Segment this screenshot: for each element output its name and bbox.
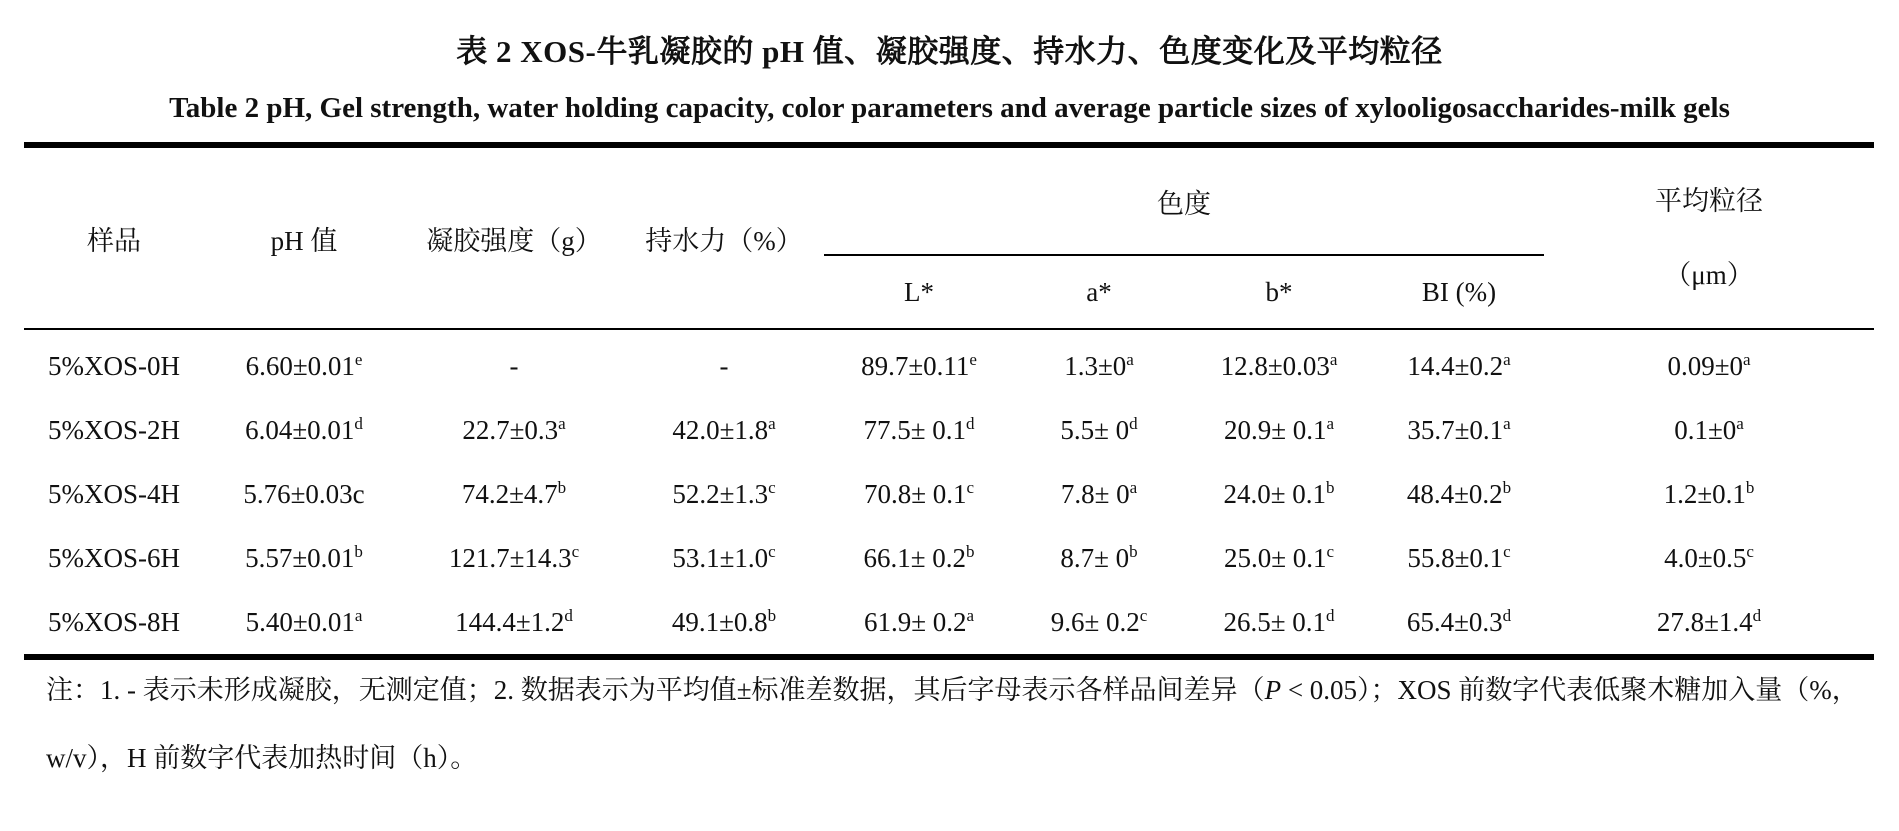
cell-L: 89.7±0.11$^e$: [861, 349, 977, 381]
cell-ph: 5.40±0.01$^a$: [245, 605, 363, 637]
cell-gel-strength: 74.2±4.7$^b$: [461, 477, 567, 509]
cell-particle-size: $0.09\pm 0^a$: [1667, 349, 1751, 381]
cell-particle-size: 1.2±0.1$^b$: [1663, 477, 1755, 509]
cell-b: 12.8±0.03$^a$: [1220, 349, 1338, 381]
cell-b: 24.0± 0.1$^b$: [1223, 477, 1335, 509]
table-row: [24, 398, 1874, 462]
cell-whc: 53.1±1.0$^c$: [672, 541, 776, 573]
cell-BI: 14.4±0.2$^a$: [1407, 349, 1511, 381]
cell-particle-size: $0.1\pm 0^a$: [1674, 413, 1744, 445]
footnote-p-symbol: P: [1264, 675, 1282, 705]
cell-sample: 5%XOS-6H: [48, 542, 180, 573]
header-water-holding-capacity: 持水力（%）: [645, 225, 803, 256]
table-title-english: Table 2 pH, Gel strength, water holding capacity, color parameters and average particle sizes of xylooligosaccharides-milk gels: [169, 92, 1730, 124]
cell-a: 9.6± 0.2$^c$: [1050, 605, 1148, 637]
cell-sample: 5%XOS-0H: [48, 350, 180, 381]
table-footnote: [46, 656, 1866, 792]
header-row-top: [24, 145, 1874, 255]
cell-whc: 42.0±1.8$^a$: [672, 413, 776, 445]
cell-gel-strength: 22.7±0.3$^a$: [462, 413, 566, 445]
cell-BI: 35.7±0.1$^a$: [1407, 413, 1511, 445]
cell-L: 77.5± 0.1$^d$: [863, 413, 975, 445]
cell-a: $5.5\pm 0^d$: [1060, 413, 1138, 445]
header-sample: 样品: [87, 225, 141, 256]
header-color-group: 色度: [824, 145, 1544, 255]
footnote-text-part1: 注：1. - 表示未形成凝胶，无测定值；2. 数据表示为平均值±标准差数据，其后字母表示各样品间差异（: [46, 675, 1265, 705]
table-container: [24, 142, 1874, 660]
cell-ph: 5.57±0.01$^b$: [245, 541, 363, 573]
table-row: [24, 526, 1874, 590]
cell-gel-strength: 144.4±1.2$^d$: [455, 605, 573, 637]
results-table: [24, 142, 1874, 660]
footnote-text-part2: < 0.05）；XOS 前数字代表低聚木糖加入量（%，w/v），H 前数字代表加热时间（h）。: [46, 675, 1859, 773]
cell-BI: 48.4±0.2$^b$: [1406, 477, 1512, 509]
table-title-chinese: 表 2 XOS-牛乳凝胶的 pH 值、凝胶强度、持水力、色度变化及平均粒径: [456, 34, 1443, 69]
cell-particle-size: 4.0±0.5$^c$: [1664, 541, 1754, 573]
cell-ph: 6.04±0.01$^d$: [245, 413, 363, 445]
cell-whc: 49.1±0.8$^b$: [671, 605, 777, 637]
header-particle-size: [1544, 145, 1874, 329]
table-row: [24, 329, 1874, 398]
cell-ph: 6.60±0.01$^e$: [245, 349, 363, 381]
cell-a: $1.3\pm 0^a$: [1064, 349, 1134, 381]
cell-b: 26.5± 0.1$^d$: [1223, 605, 1335, 637]
cell-ph: 5.76±0.03c: [243, 478, 365, 509]
cell-L: 66.1± 0.2$^b$: [863, 541, 975, 573]
table-row: [24, 590, 1874, 657]
header-BI: BI (%): [1421, 276, 1497, 307]
cell-a: $8.7\pm 0^b$: [1060, 541, 1138, 573]
cell-particle-size: 27.8±1.4$^d$: [1656, 605, 1762, 637]
header-particle-size-line2: （μm）: [1664, 260, 1754, 290]
cell-a: $7.8\pm 0^a$: [1060, 477, 1138, 509]
cell-L: 61.9± 0.2$^a$: [863, 605, 975, 637]
header-b: b*: [1265, 276, 1293, 307]
cell-b: 20.9± 0.1$^a$: [1223, 413, 1335, 445]
header-ph: pH 值: [270, 225, 338, 256]
cell-sample: 5%XOS-8H: [48, 606, 180, 637]
cell-BI: 55.8±0.1$^c$: [1407, 541, 1511, 573]
table-row: [24, 462, 1874, 526]
cell-BI: 65.4±0.3$^d$: [1406, 605, 1512, 637]
header-gel-strength: 凝胶强度（g）: [426, 225, 602, 256]
header-L: L*: [904, 276, 934, 307]
cell-gel-strength: -: [509, 350, 519, 381]
cell-b: 25.0± 0.1$^c$: [1223, 541, 1335, 573]
header-a: a*: [1086, 276, 1112, 307]
header-particle-size-line1: 平均粒径: [1655, 186, 1763, 216]
cell-L: 70.8± 0.1$^c$: [863, 477, 975, 509]
cell-whc: 52.2±1.3$^c$: [672, 477, 776, 509]
cell-sample: 5%XOS-2H: [48, 414, 180, 445]
cell-sample: 5%XOS-4H: [48, 478, 180, 509]
cell-gel-strength: 121.7±14.3$^c$: [448, 541, 580, 573]
cell-whc: -: [719, 350, 729, 381]
